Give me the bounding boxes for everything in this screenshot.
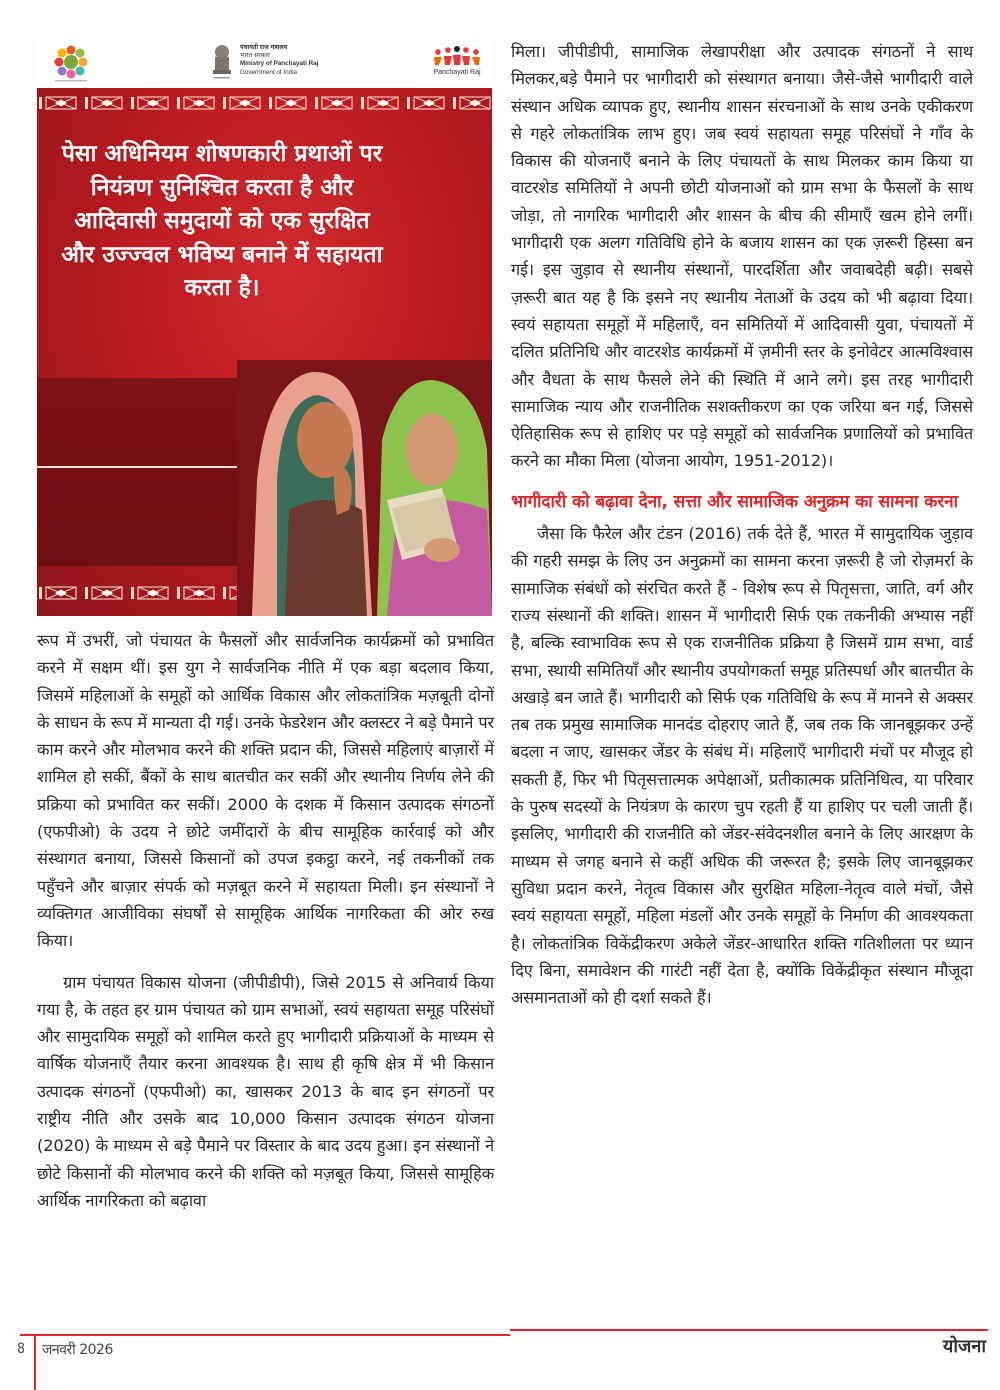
national-emblem-icon xyxy=(209,43,235,81)
ministry-credit xyxy=(240,44,318,77)
left-paragraph-2: ग्राम पंचायत विकास योजना (जीपीडीपी), जिसे 2015 से अनिवार्य किया गया है, के तहत हर ग्राम पंचायत को ग्राम सभाओं, स्वयं सहायता समूह परिसंघों और सामुदायिक समूहों को शामिल करते हुए भागीदारी प्रक्रियाओं के माध्यम से वार्षिक योजनाएँ तैयार करना आवश्यक है। साथ ही कृषि क्षेत्र में भी किसान उत्पादक संगठनों (एफपीओ) का, खासकर 2013 के बाद इन संगठनों पर राष्ट्रीय नीति और उसके बाद 10,000 किसान उत्पादक संगठन योजना (2020) के माध्यम से बड़े पैमाने पर विस्तार के बाद उदय हुआ। इन संस्थानों ने छोटे किसानों की मोलभाव करने की शक्ति को मज़बूत किया, जिससे सामूहिक आर्थिक नागरिकता को बढ़ावा xyxy=(37,972,494,1210)
ministry-name-hindi: पंचायती राज मंत्रालय xyxy=(240,44,288,51)
women-photo xyxy=(237,360,492,616)
section-heading: भागीदारी को बढ़ावा देना, सत्ता और सामाजिक अनुक्रम का सामना करना xyxy=(511,491,958,512)
campaign-logo-icon xyxy=(49,42,93,84)
tribal-border-top xyxy=(37,94,492,112)
magazine-name: योजना xyxy=(942,1336,986,1357)
ministry-name-english: Ministry of Panchayati Raj xyxy=(240,60,319,68)
right-column xyxy=(511,38,973,1011)
poster-quote: पेसा अधिनियम शोषणकारी प्रथाओं पर नियंत्रण सुनिश्चित करता है और आदिवासी समुदायों को एक सुरक्षित और उज्ज्वल भविष्य बनाने में सहायता करता है। xyxy=(61,141,383,301)
poster-divider xyxy=(37,466,247,468)
government-english: Government of India xyxy=(240,68,298,76)
right-paragraph-1: मिला। जीपीडीपी, सामाजिक लेखापरीक्षा और उत्पादक संगठनों ने साथ मिलकर,बड़े पैमाने पर भागीदारी को संस्थागत बनाया। जैसे-जैसे भागीदारी वाले संस्थान अधिक व्यापक हुए, स्थानीय शासन संरचनाओं के साथ उनके एकीकरण से गहरे लोकतांत्रिक लाभ हुए। जब स्वयं सहायता समूह परिसंघों ने गाँव के विकास की योजनाएँ बनाने के लिए पंचायतों के साथ मिलकर काम किया या वाटरशेड समितियों ने अपनी छोटी योजनाओं को ग्राम सभा के फैसलों के साथ जोड़ा, तो नागरिक भागीदारी और शासन के बीच की सीमाएँ खत्म होने लगीं। भागीदारी एक अलग गतिविधि होने के बजाय शासन का एक ज़रूरी हिस्सा बन गई। इस जुड़ाव से स्थानीय संस्थानों, पारदर्शिता और जवाबदेही बढ़ी। सबसे ज़रूरी बात यह है कि इसने नए स्थानीय नेताओं के उदय को भी बढ़ावा दिया। स्वयं सहायता समूहों में महिलाएँ, वन समितियों में आदिवासी युवा, पंचायतों में दलित प्रतिनिधि और वाटरशेड कार्यक्रमों में ज़मीनी स्तर के इनोवेटर आत्मविश्वास और वैधता के साथ फैसले लेने की स्थिति में आने लगे। इस तरह भागीदारी सामाजिक न्याय और राजनीतिक सशक्तीकरण का एक जरिया बन गई, जिससे ऐतिहासिक रूप से हाशिए पर पड़े समूहों को सार्वजनिक प्रणालियों को प्रभावित करने का मौका मिला (योजना आयोग, 1951-2012)। xyxy=(511,42,973,471)
footer-separator xyxy=(34,1336,36,1390)
footer-rule-right xyxy=(510,1329,988,1331)
panchayati-raj-icon xyxy=(432,46,482,68)
government-hindi: भारत सरकार xyxy=(240,52,270,60)
poster-image xyxy=(37,38,492,616)
right-paragraph-2: जैसा कि फैरेल और टंडन (2016) तर्क देते हैं, भारत में सामुदायिक जुड़ाव की गहरी समझ के लिए उन अनुक्रमों का सामना करना ज़रूरी है जो रोज़मर्रा के सामाजिक संबंधों को संरचित करते हैं - विशेष रूप से पितृसत्ता, जाति, वर्ग और राज्य संस्थानों की शक्ति। शासन में भागीदारी सिर्फ एक तकनीकी अभ्यास नहीं है, बल्कि स्वाभाविक रूप से एक राजनीतिक प्रक्रिया है जिसमें ग्राम सभा, वार्ड सभा, स्थायी समितियाँ और स्थानीय उपयोगकर्ता समूह प्रतिस्पर्धा और बातचीत के अखाड़े बन जाते हैं। भागीदारी को सिर्फ एक गतिविधि के रूप में मानने से अक्सर तब तक प्रमुख सामाजिक मानदंड दोहराए जाते हैं, जब तक कि जानबूझकर उन्हें बदला न जाए, खासकर जेंडर के संबंध में। महिलाएँ भागीदारी मंचों पर मौजूद हो सकती हैं, फिर भी पितृसत्तात्मक अपेक्षाओं, प्रतीकात्मक प्रतिनिधित्व, या परिवार के पुरुष सदस्यों के नियंत्रण के कारण चुप रहती हैं या हाशिए पर चली जाती हैं। इसलिए, भागीदारी की राजनीति को जेंडर-संवेदनशील बनाने के लिए आरक्षण के माध्यम से जगह बनाने से कहीं अधिक की जरूरत है; इसके लिए जानबूझकर सुविधा प्रदान करने, नेतृत्व विकास और सुरक्षित महिला-नेतृत्व वाले मंचों, जैसे स्वयं सहायता समूहों, महिला मंडलों और उनके समूहों के निर्माण की आवश्यकता है। लोकतांत्रिक विकेंद्रीकरण अकेले जेंडर-आधारित शक्ति गतिशीलता पर ध्यान दिए बिना, समावेशन की गारंटी नहीं देता है, क्योंकि विकेंद्रीकृत संस्थान मौजूदा असमानताओं को ही दर्शा सकते हैं। xyxy=(511,524,973,1008)
issue-date: जनवरी 2026 xyxy=(42,1342,113,1358)
panchayati-raj-logo xyxy=(432,46,482,82)
left-column xyxy=(37,627,494,1214)
left-paragraph-1: रूप में उभरीं, जो पंचायत के फैसलों और सार्वजनिक कार्यक्रमों को प्रभावित करने में सक्षम थीं। इस युग ने सार्वजनिक नीति में एक बड़ा बदलाव किया, जिसमें महिलाओं के समूहों को आर्थिक विकास और लोकतांत्रिक मज़बूती दोनों के साधन के रूप में मान्यता दी गई। उनके फेडरेशन और क्लस्टर ने बड़े पैमाने पर काम करने और मोलभाव करने की शक्ति प्रदान की, जिससे महिलाएं बाज़ारों में शामिल हो सकीं, बैंकों के साथ बातचीत कर सकीं और स्थानीय निर्णय लेने की प्रक्रिया को प्रभावित कर सकीं। 2000 के दशक में किसान उत्पादक संगठनों (एफपीओ) के उदय ने छोटे जमींदारों के बीच सामूहिक कार्रवाई को और संस्थागत बनाया, जिससे किसानों को उपज इकट्ठा करने, नई तकनीकों तक पहुँचने और बाज़ार संपर्क को मज़बूत करने में सहायता मिली। इन संस्थानों ने व्यक्तिगत आजीविका संघर्षों से सामूहिक आर्थिक नागरिकता की ओर रुख किया। xyxy=(37,631,494,951)
footer-rule xyxy=(20,1334,510,1336)
brand-text: Panchayati Raj xyxy=(433,69,481,76)
page-number: 8 xyxy=(17,1341,26,1357)
poster-logo-strip xyxy=(37,38,492,89)
